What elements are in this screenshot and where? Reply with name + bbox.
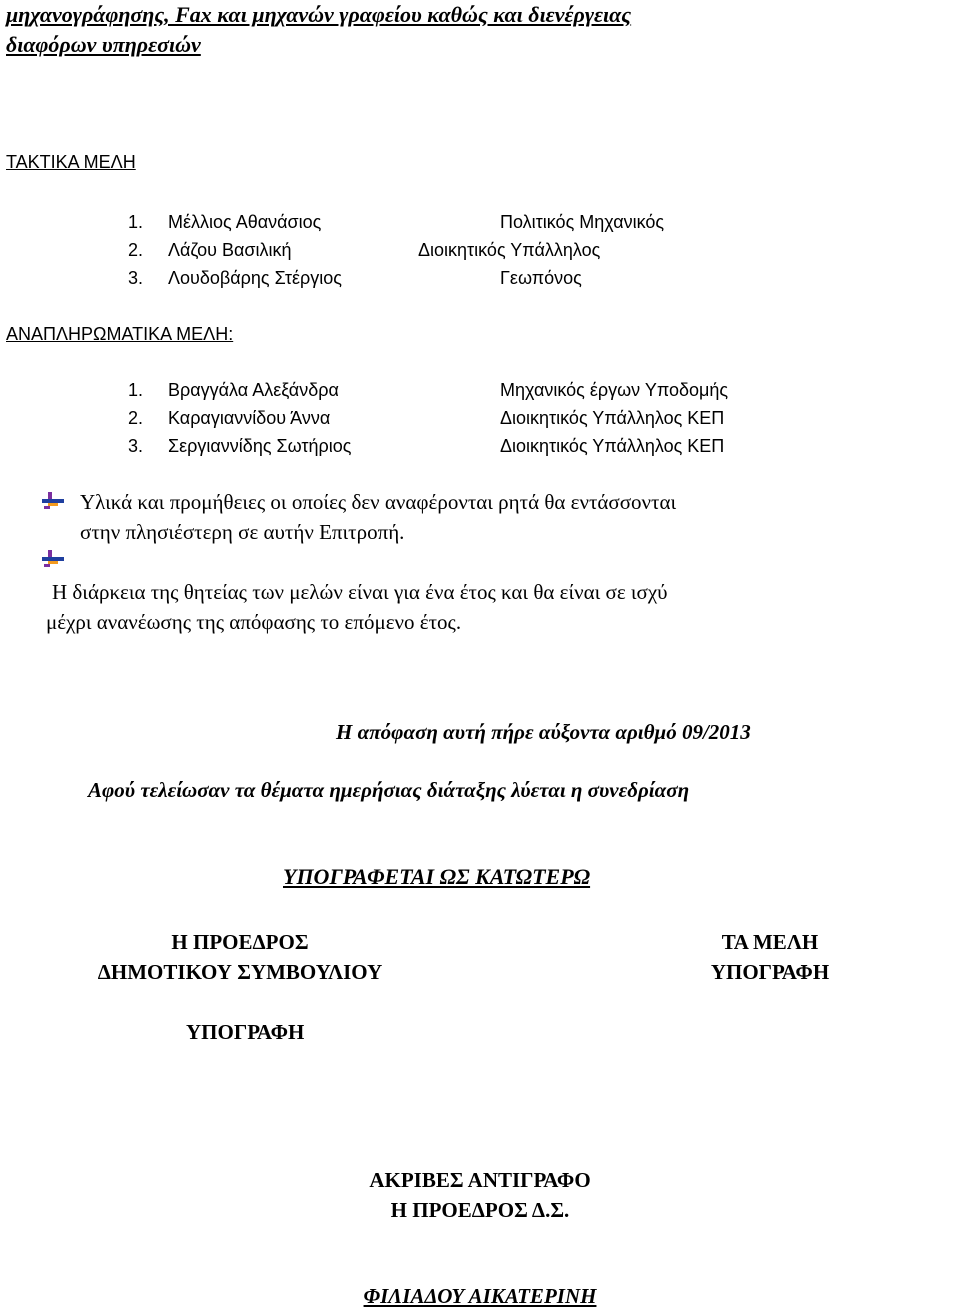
arrow-bullet-icon [42, 492, 64, 510]
member-name: Βραγγάλα Αλεξάνδρα [168, 380, 339, 400]
president-signature-label: ΥΠΟΓΡΑΦΗ [186, 1020, 305, 1044]
member-name: Καραγιαννίδου Άννα [168, 408, 331, 428]
list-item [128, 408, 828, 432]
members-title: ΤΑ ΜΕΛΗ [721, 930, 819, 954]
members-signature-label: ΥΠΟΓΡΑΦΗ [710, 960, 830, 984]
municipal-council-title: ΔΗΜΟΤΙΚΟΥ ΣΥΜΒΟΥΛΙΟΥ [97, 960, 383, 984]
list-number: 3. [128, 436, 144, 456]
decision-number-line: Η απόφαση αυτή πήρε αύξοντα αριθμό 09/2013 [336, 720, 751, 744]
list-number: 1. [128, 212, 144, 232]
list-number: 2. [128, 408, 144, 428]
certified-copy-title: ΑΚΡΙΒΕΣ ΑΝΤΙΓΡΑΦΟ [369, 1168, 591, 1192]
list-number: 1. [128, 380, 144, 400]
paragraph-2-line-1: Η διάρκεια της θητείας των μελών είναι για ένα έτος και θα είναι σε ισχύ [52, 580, 668, 604]
list-number: 2. [128, 240, 144, 260]
header-line-2: διαφόρων υπηρεσιών [6, 32, 201, 57]
closing-line: Αφού τελείωσαν τα θέματα ημερήσιας διάταξης λύεται η συνεδρίαση [88, 778, 690, 802]
member-role: Μηχανικός έργων Υποδομής [500, 380, 729, 400]
member-role: Διοικητικός Υπάλληλος ΚΕΠ [500, 408, 725, 428]
list-item [128, 268, 728, 292]
member-name: Σεργιαννίδης Σωτήριος [168, 436, 352, 456]
member-role: Γεωπόνος [500, 268, 582, 288]
list-item [128, 436, 828, 460]
header-line-1: μηχανογράφησης, Fax και μηχανών γραφείου καθώς και διενέργειας [6, 2, 632, 27]
list-item [128, 380, 828, 404]
alternate-members-title: ΑΝΑΠΛΗΡΩΜΑΤΙΚΑ ΜΕΛΗ: [6, 324, 234, 344]
list-item [128, 240, 728, 264]
paragraph-1-line-1: Υλικά και προμήθειες οι οποίες δεν αναφέρονται ρητά θα εντάσσονται [80, 490, 677, 514]
arrow-bullet-icon [42, 550, 64, 568]
list-number: 3. [128, 268, 144, 288]
member-name: Λουδοβάρης Στέργιος [168, 268, 342, 288]
member-name: Μέλλιος Αθανάσιος [168, 212, 322, 232]
member-role: Διοικητικός Υπάλληλος ΚΕΠ [500, 436, 725, 456]
member-name: Λάζου Βασιλική [168, 240, 292, 260]
regular-members-title: ΤΑΚΤΙΚΑ ΜΕΛΗ [6, 152, 136, 172]
member-role: Διοικητικός Υπάλληλος [418, 240, 601, 260]
president-title: Η ΠΡΟΕΔΡΟΣ [171, 930, 309, 954]
member-role: Πολιτικός Μηχανικός [500, 212, 665, 232]
signatures-heading: ΥΠΟΓΡΑΦΕΤΑΙ ΩΣ ΚΑΤΩΤΕΡΩ [283, 864, 591, 889]
paragraph-1-line-2: στην πλησιέστερη σε αυτήν Επιτροπή. [80, 520, 405, 544]
president-name: ΦΙΛΙΑΔΟΥ ΑΙΚΑΤΕΡΙΝΗ [363, 1284, 597, 1308]
paragraph-2-line-2: μέχρι ανανέωσης της απόφασης το επόμενο έτος. [46, 610, 462, 634]
certified-president-title: Η ΠΡΟΕΔΡΟΣ Δ.Σ. [390, 1198, 570, 1222]
list-item [128, 212, 728, 236]
